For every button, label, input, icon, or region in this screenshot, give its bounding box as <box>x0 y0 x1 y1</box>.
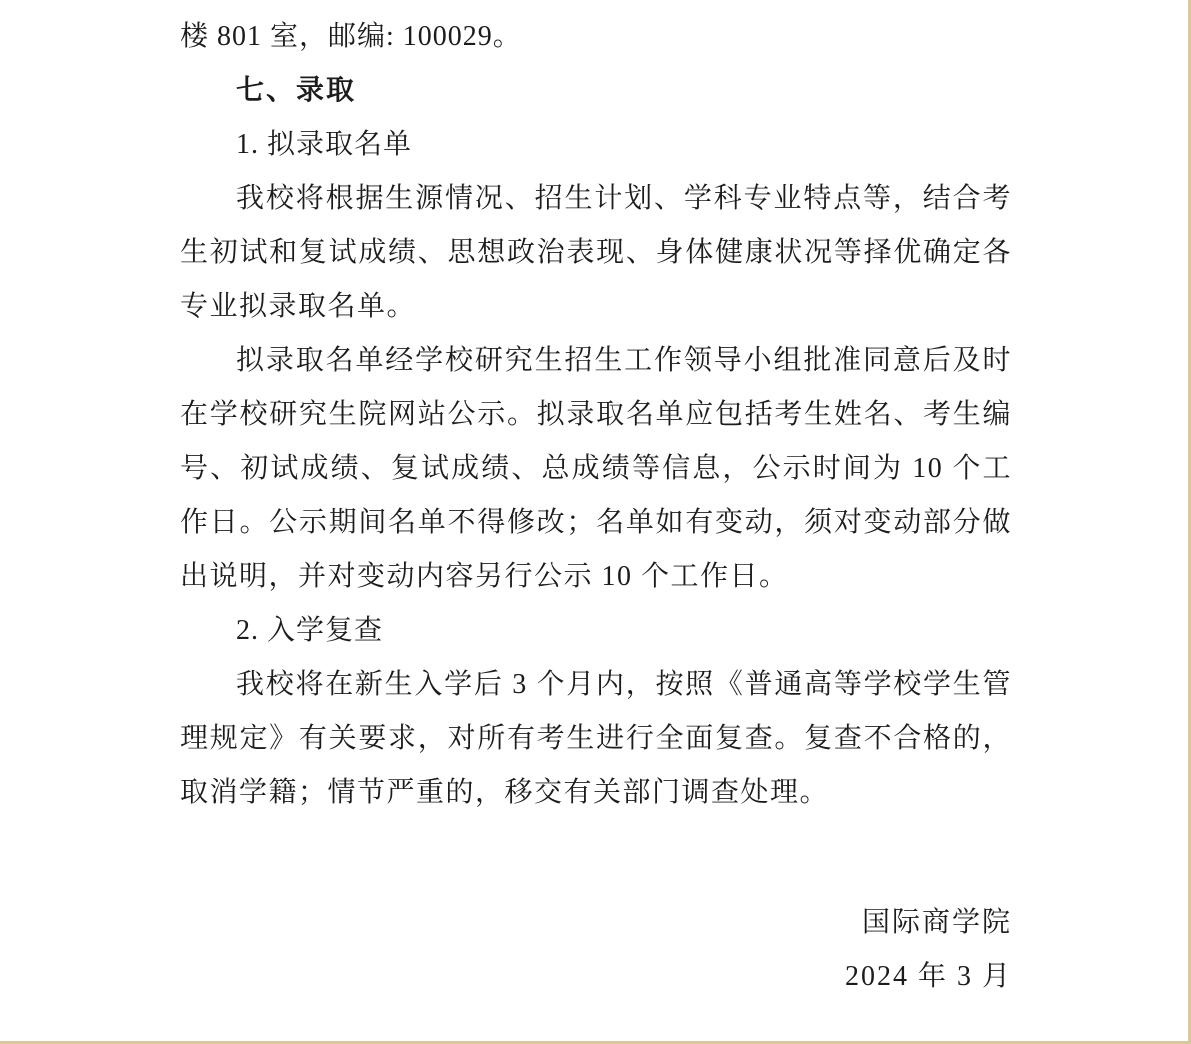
paragraph-3: 我校将在新生入学后 3 个月内，按照《普通高等学校学生管理规定》有关要求，对所有考生进行全面复查。复查不合格的，取消学籍；情节严重的，移交有关部门调查处理。 <box>180 669 1012 808</box>
list-item-2-title: 2. 入学复查 <box>236 615 384 646</box>
signature-date: 2024 年 3 月 <box>844 961 1012 992</box>
paragraph-1: 我校将根据生源情况、招生计划、学科专业特点等，结合考生初试和复试成绩、思想政治表现、身体健康状况等择优确定各专业拟录取名单。 <box>180 183 1012 322</box>
list-item-1-title: 1. 拟录取名单 <box>236 129 413 160</box>
section-heading: 七、录取 <box>236 75 357 106</box>
paragraph-2: 拟录取名单经学校研究生招生工作领导小组批准同意后及时在学校研究生院网站公示。拟录取名单应包括考生姓名、考生编号、初试成绩、复试成绩、总成绩等信息，公示时间为 10 个工作日。公示期间名单不得修改；名单如有变动，须对变动部分做出说明，并对变动内容另行公示 10 个工作日。 <box>180 345 1012 592</box>
signature-organization: 国际商学院 <box>861 907 1012 938</box>
signature-block <box>180 896 1012 1004</box>
paragraph-continuation: 楼 801 室，邮编: 100029。 <box>180 21 522 52</box>
